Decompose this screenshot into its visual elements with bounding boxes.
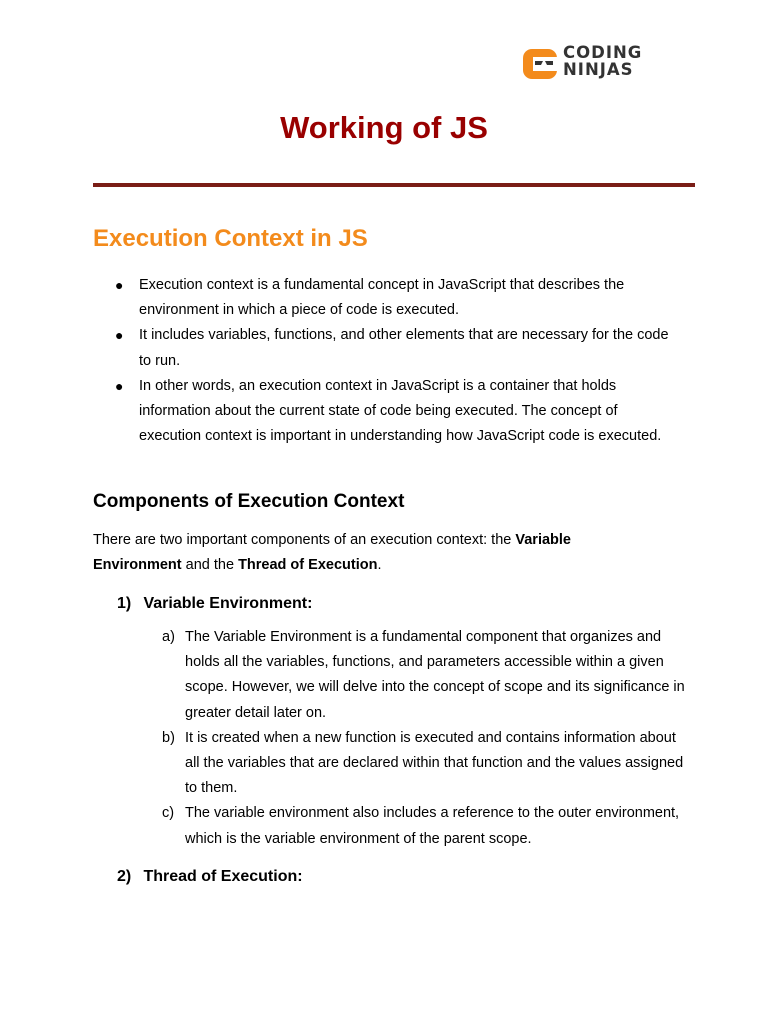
heading-text: Variable Environment:	[143, 595, 313, 612]
intro-text: .	[377, 557, 382, 574]
intro-bold-thread-of-execution: Thread of Execution	[238, 557, 378, 574]
bullet-item	[0, 273, 669, 323]
list-item	[0, 726, 685, 802]
heading-number: 2)	[117, 868, 132, 885]
page-title: Working of JS	[280, 110, 488, 145]
bullet-marker: ●	[115, 327, 124, 344]
heading-number: 1)	[117, 595, 132, 612]
thread-of-execution-heading	[117, 866, 303, 888]
bullet-marker: ●	[115, 377, 124, 394]
list-item-text: It is created when a new function is executed and contains information about all the variables that are declared within that function and the values assigned to them.	[185, 729, 684, 797]
variable-environment-heading	[117, 593, 312, 615]
components-heading: Components of Execution Context	[93, 491, 405, 512]
variable-environment-list	[0, 625, 768, 852]
list-marker: a)	[162, 629, 175, 645]
bullet-item	[0, 374, 669, 450]
bullet-text: Execution context is a fundamental concept in JavaScript that describes the environment in which a piece of code is executed.	[139, 277, 625, 319]
title-divider	[93, 183, 695, 187]
section-bullet-list	[0, 273, 768, 449]
bullet-item	[0, 323, 669, 373]
list-item-text: The variable environment also includes a reference to the outer environment, which is the variable environment of the parent scope.	[185, 805, 680, 847]
bullet-text: In other words, an execution context in JavaScript is a container that holds information about the current state of code being executed. The concept of execution context is important in understanding how JavaScript code is executed.	[139, 377, 662, 445]
intro-text: There are two important components of an execution context: the	[93, 532, 516, 548]
intro-text: and the	[181, 557, 239, 574]
list-marker: b)	[162, 729, 175, 746]
list-marker: c)	[162, 805, 175, 822]
section-heading: Execution Context in JS	[93, 225, 368, 252]
components-intro	[93, 528, 653, 578]
logo-text-line1: CODING	[563, 43, 643, 62]
bullet-text: It includes variables, functions, and other elements that are necessary for the code to run.	[139, 327, 669, 369]
intro-bold-variable-environment: Variable Environment	[93, 532, 571, 574]
list-item	[0, 801, 685, 851]
ninja-mask-icon	[523, 47, 557, 81]
list-item-text: The Variable Environment is a fundamental component that organizes and holds all the variables, functions, and parameters accessible within a given scope. However, we will delve into the concept of scope and its significance in greater detail later on.	[185, 629, 685, 721]
bullet-marker: ●	[115, 277, 124, 293]
list-item	[0, 625, 685, 726]
logo-text-line2: NINJAS	[563, 60, 634, 79]
heading-text: Thread of Execution:	[143, 868, 303, 885]
